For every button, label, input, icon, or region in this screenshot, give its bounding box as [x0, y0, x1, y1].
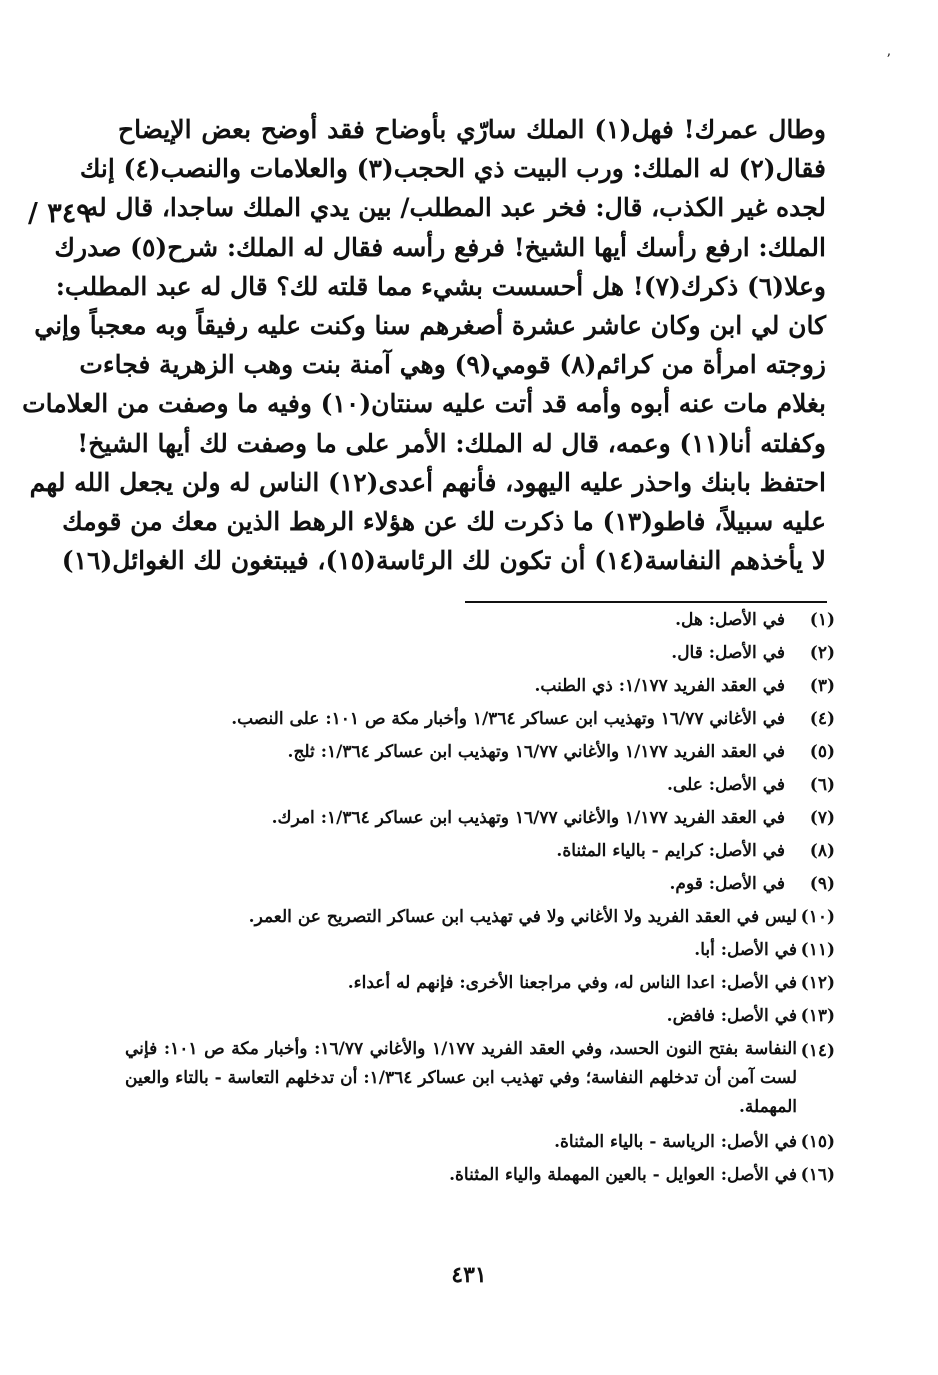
footnote-number: (٩)	[809, 874, 835, 894]
text-line: وطال عمرك! فهل(١) الملك سارّي بأوضاح فقد أوضح بعض الإيضاح	[118, 115, 826, 144]
footnote	[125, 604, 835, 637]
footnote-number: (٣)	[809, 676, 835, 696]
footnote	[125, 1126, 835, 1159]
footnote-number: (٨)	[809, 841, 835, 861]
footnote-number: (٧)	[809, 808, 835, 828]
footnote	[125, 967, 835, 1000]
page-number: ٤٣١	[451, 1262, 487, 1288]
text-line: لا يأخذهم النفاسة(١٤) أن تكون لك الرئاسة(١٥)، فيبتغون لك الغوائل(١٦)	[61, 546, 826, 576]
text-line: عليه سبيلاً، فاطو(١٣) ما ذكرت لك عن هؤلاء الرهط الذين معك من قومك	[62, 506, 826, 536]
text-line: وكفلته أنا(١١) وعمه، قال له الملك: الأمر على ما وصفت لك أيها الشيخ!	[77, 428, 826, 458]
footnote-number: (١٠)	[800, 907, 835, 927]
corner-mark: ʼ	[886, 52, 891, 68]
footnote-text: النفاسة بفتح النون الحسد، وفي العقد الفريد ١/١٧٧ والأغاني ١٦/٧٧: وأخبار مكة ص ١٠١: فإني لست آمن أن تدخلهم النفاسة؛ وفي تهذيب ابن عساكر ١/٣٦٤: أن تدخلهم التعاسة - بالتاء والعين المهملة.	[125, 1039, 798, 1117]
footnote	[125, 802, 835, 835]
footnote-text: ليس في العقد الفريد ولا الأغاني ولا في تهذيب ابن عساكر التصريح عن العمر.	[248, 907, 797, 927]
footnote	[125, 769, 835, 802]
footnote	[125, 1033, 835, 1122]
footnote-text: في الأصل: هل.	[675, 610, 785, 630]
footnote-number: (٢)	[809, 643, 835, 663]
footnote-separator	[465, 601, 827, 603]
footnote-number: (١٤)	[800, 1041, 835, 1061]
footnote-number: (١٥)	[800, 1132, 835, 1152]
footnote-text: في العقد الفريد ١/١٧٧ والأغاني ١٦/٧٧ وتهذيب ابن عساكر ١/٣٦٤: امرك.	[271, 808, 785, 828]
footnote-number: (١٣)	[800, 1006, 835, 1026]
text-line: فقال(٢) له الملك: ورب البيت ذي الحجب(٣) والعلامات والنصب(٤) إنك	[79, 154, 826, 184]
footnote-number: (٤)	[809, 709, 835, 729]
footnote-text: في الأصل: أبا.	[694, 940, 797, 960]
manuscript-folio-marker: ٣٤٩ /	[28, 198, 91, 229]
footnote	[125, 1000, 835, 1033]
footnote-text: في الأصل: على.	[667, 775, 785, 795]
footnote-text: في العقد الفريد ١/١٧٧: ذي الطنب.	[534, 676, 785, 696]
footnote-text: في الأصل: الرياسة - بالياء المثناة.	[554, 1132, 797, 1152]
footnote-text: في الأصل: فافض.	[666, 1006, 797, 1026]
footnote	[125, 1159, 835, 1192]
footnote-number: (٥)	[809, 742, 835, 762]
footnote-text: في الأصل: قوم.	[669, 874, 785, 894]
footnote-number: (١١)	[800, 940, 835, 960]
text-line: الملك: ارفع رأسك أيها الشيخ! فرفع رأسه فقال له الملك: شرح(٥) صدرك	[54, 232, 826, 262]
text-line: كان لي ابن وكان عاشر عشرة أصغرهم سنا وكنت عليه رفيقاً وبه معجباً وإني	[34, 310, 826, 340]
footnote-text: في الأصل: اعدا الناس له، وفي مراجعنا الأخرى: فإنهم له أعداء.	[347, 973, 797, 993]
footnote-text: في العقد الفريد ١/١٧٧ والأغاني ١٦/٧٧ وتهذيب ابن عساكر ١/٣٦٤: ثلج.	[287, 742, 785, 762]
footnotes	[125, 604, 835, 1192]
footnote-text: في الأصل: العوايل - بالعين المهملة والياء المثناة.	[449, 1165, 797, 1185]
text-line: وعلا(٦) ذكرك(٧)! هل أحسست بشيء مما قلته لك؟ قال له عبد المطلب:	[55, 271, 826, 301]
footnote	[125, 736, 835, 769]
footnote	[125, 637, 835, 670]
footnote-text: في الأصل: قال.	[671, 643, 785, 663]
footnote-number: (١٢)	[800, 973, 835, 993]
text-line: بغلام مات عنه أبوه وأمه قد أتت عليه سنتان(١٠) وفيه ما وصفت من العلامات	[22, 389, 826, 419]
footnote-number: (٦)	[809, 775, 835, 795]
footnote-number: (١)	[809, 610, 835, 630]
text-line: زوجته امرأة من كرائم(٨) قومي(٩) وهي آمنة بنت وهب الزهرية فجاءت	[79, 350, 826, 380]
footnote	[125, 868, 835, 901]
footnote	[125, 703, 835, 736]
footnote	[125, 934, 835, 967]
footnote-number: (١٦)	[800, 1165, 835, 1185]
footnote-text: في الأصل: كرايم - بالياء المثناة.	[556, 841, 785, 861]
footnote	[125, 670, 835, 703]
footnote	[125, 901, 835, 934]
footnote-text: في الأغاني ١٦/٧٧ وتهذيب ابن عساكر ١/٣٦٤ وأخبار مكة ص ١٠١: على النصب.	[231, 709, 785, 729]
text-line: لجده غير الكذب، قال: فخر عبد المطلب/ بين يدي الملك ساجدا، قال له	[85, 193, 826, 223]
footnote	[125, 835, 835, 868]
text-line: احتفظ بابنك واحذر عليه اليهود، فأنهم أعدى(١٢) الناس له ولن يجعل الله لهم	[29, 467, 826, 497]
